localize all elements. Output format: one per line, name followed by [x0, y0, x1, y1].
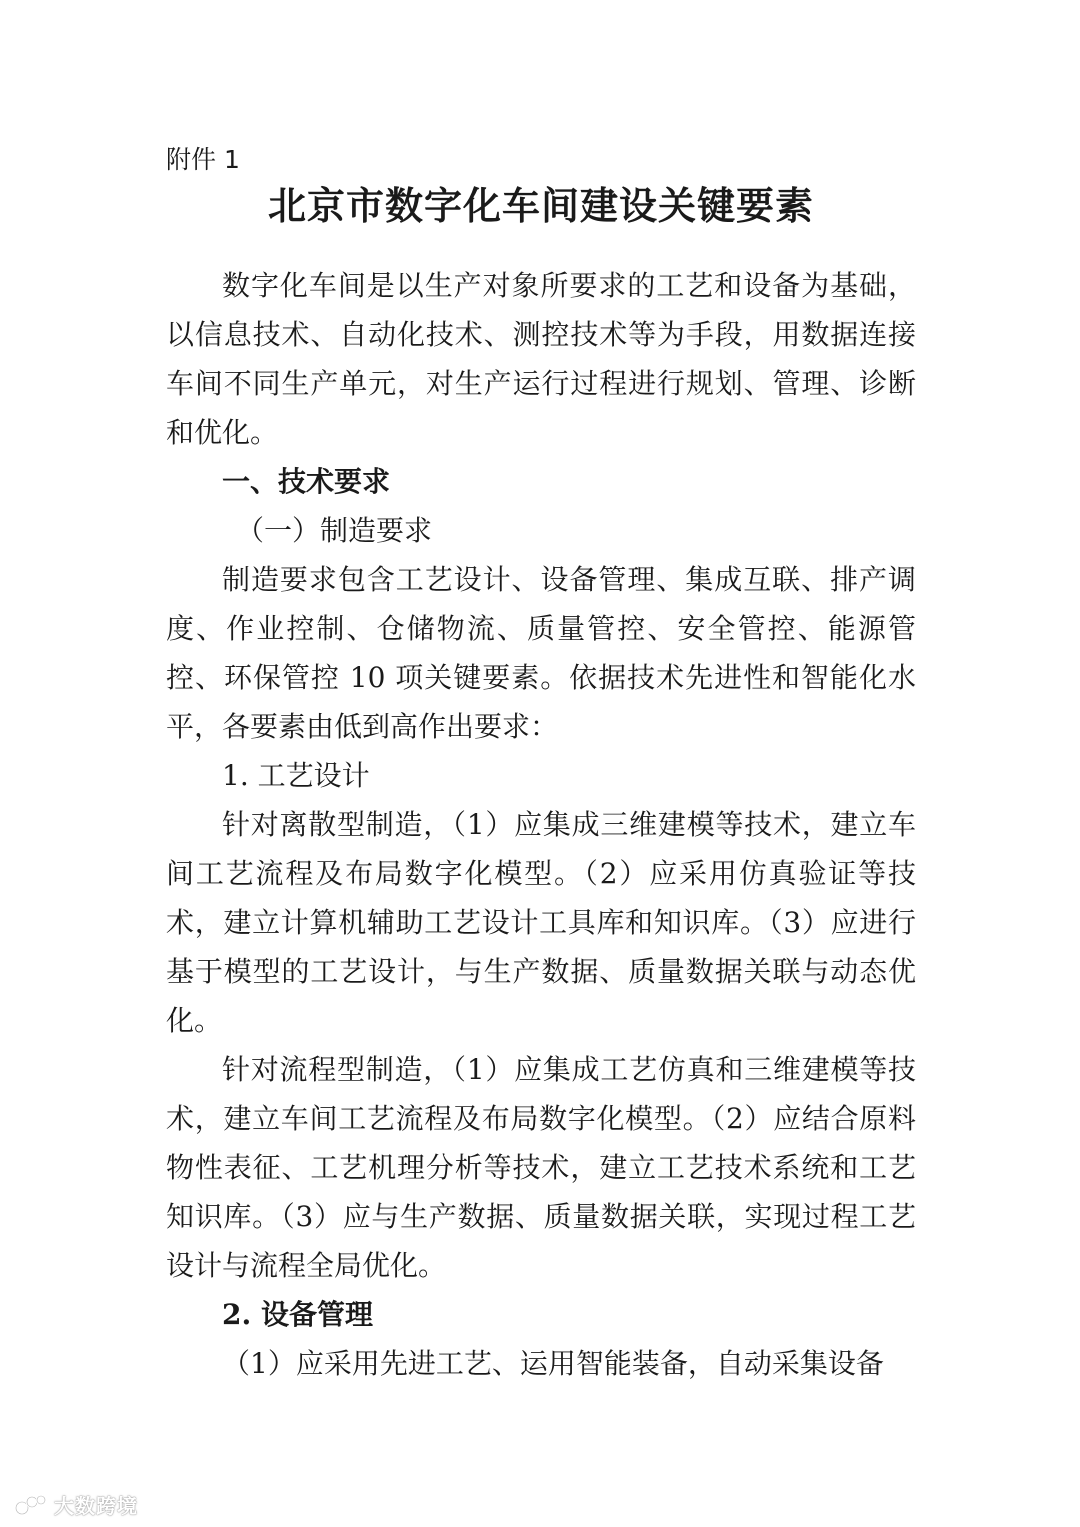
equipment-management-paragraph: （1）应采用先进工艺、运用智能装备，自动采集设备: [222, 1347, 884, 1380]
process-design-process-paragraph: 针对流程型制造，（1）应集成工艺仿真和三维建模等技术，建立车间工艺流程及布局数字化模型。（2）应结合原料物性表征、工艺机理分析等技术，建立工艺技术系统和工艺知识库。（3）应与生产数据、质量数据关联，实现过程工艺设计与流程全局优化。: [166, 1053, 916, 1282]
item-heading-process-design: 1. 工艺设计: [222, 759, 370, 792]
manufacturing-requirements-paragraph: 制造要求包含工艺设计、设备管理、集成互联、排产调度、作业控制、仓储物流、质量管控、安全管控、能源管控、环保管控 10 项关键要素。依据技术先进性和智能化水平，各要素由低到高作出要求：: [166, 563, 916, 743]
subsection-heading-manufacturing-requirements: （一）制造要求: [236, 514, 433, 547]
watermark-text: 大数跨境: [54, 1494, 138, 1518]
document-body: [166, 261, 916, 1388]
document-title: 北京市数字化车间建设关键要素: [267, 184, 814, 228]
item-heading-equipment-management: 2. 设备管理: [222, 1298, 373, 1331]
attachment-label: 附件 1: [166, 145, 240, 174]
intro-paragraph: 数字化车间是以生产对象所要求的工艺和设备为基础，以信息技术、自动化技术、测控技术等为手段，用数据连接车间不同生产单元，对生产运行过程进行规划、管理、诊断和优化。: [166, 269, 916, 449]
process-design-discrete-paragraph: 针对离散型制造，（1）应集成三维建模等技术，建立车间工艺流程及布局数字化模型。（2）应采用仿真验证等技术，建立计算机辅助工艺设计工具库和知识库。（3）应进行基于模型的工艺设计，与生产数据、质量数据关联与动态优化。: [166, 808, 916, 1037]
section-heading-technical-requirements: 一、技术要求: [222, 465, 391, 498]
watermark-logo-icon: [14, 1492, 48, 1518]
watermark: [14, 1490, 138, 1519]
